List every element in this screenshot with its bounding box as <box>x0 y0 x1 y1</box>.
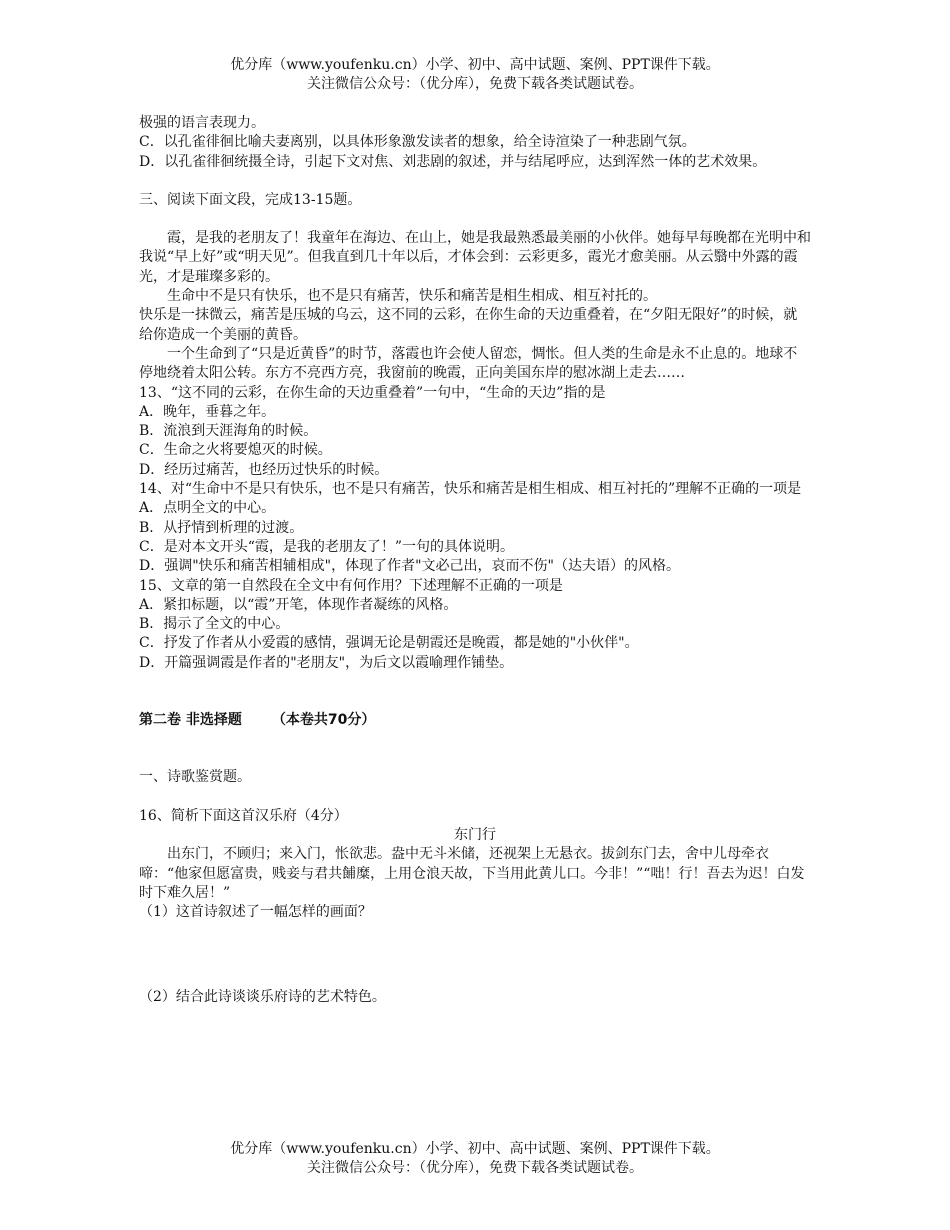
question-14 <box>139 480 811 576</box>
sub-question-2: （2）结合此诗谈谈乐府诗的艺术特色。 <box>139 989 386 1006</box>
document-body <box>139 114 811 1008</box>
part-2-title: 第二卷 非选择题 <box>139 712 242 729</box>
question-13 <box>139 384 811 480</box>
previous-question-continuation <box>139 114 811 172</box>
header-line-2: 关注微信公众号：（优分库），免费下载各类试题试卷。 <box>307 76 643 92</box>
previous-question-tail: 极强的语言表现力。 <box>139 115 265 131</box>
reading-passage <box>139 229 811 383</box>
sub-question-1: （1）这首诗叙述了一幅怎样的画面？ <box>139 904 372 921</box>
question-15-option-b: B．揭示了全文的中心。 <box>139 616 290 633</box>
option-c: C．以孔雀徘徊比喻夫妻离别，以具体形象激发读者的想象，给全诗渲染了一种悲剧气氛。 <box>139 134 696 151</box>
header-line-1: 优分库（www.youfenku.cn）小学、初中、高中试题、案例、PPT课件下载。 <box>230 57 720 73</box>
question-14-stem: 14、对“生命中不是只有快乐，也不是只有痛苦，快乐和痛苦是相生相成、相互衬托的”理解不正确的一项是 <box>139 481 802 498</box>
passage-paragraph-1: 霞，是我的老朋友了！我童年在海边、在山上，她是我最熟悉最美丽的小伙伴。她每早每晚都在光明中和我说“早上好”或“明天见”。但我直到几十年以后，才体会到：云彩更多，霞光才愈美丽。从云翳中外露的霞光，才是璀璨多彩的。 <box>139 230 811 285</box>
question-13-option-c: C．生命之火将要熄灭的时候。 <box>139 442 332 459</box>
question-13-option-b: B．流浪到天涯海角的时候。 <box>139 423 318 440</box>
question-13-option-a: A．晚年，垂暮之年。 <box>139 403 276 420</box>
section-3 <box>139 191 811 673</box>
question-14-option-d: D．强调"快乐和痛苦相辅相成"，体现了作者"文必己出，哀而不伤"（达夫语）的风格。 <box>139 558 680 575</box>
poetry-section-title: 一、诗歌鉴赏题。 <box>139 769 251 786</box>
question-16-stem: 16、简析下面这首汉乐府（4分） <box>139 807 348 824</box>
question-14-option-c: C．是对本文开头“霞，是我的老朋友了！”一句的具体说明。 <box>139 538 515 555</box>
footer-line-1: 优分库（www.youfenku.cn）小学、初中、高中试题、案例、PPT课件下载。 <box>230 1141 720 1157</box>
question-13-option-d: D．经历过痛苦，也经历过快乐的时候。 <box>139 461 389 478</box>
page-footer <box>0 1140 950 1178</box>
question-14-option-a: A．点明全文的中心。 <box>139 500 276 517</box>
question-15-stem: 15、文章的第一自然段在全文中有何作用？下述理解不正确的一项是 <box>139 577 563 594</box>
passage-paragraph-3: 快乐是一抹微云，痛苦是压城的乌云，这不同的云彩，在你生命的天边重叠着，在“夕阳无限好”的时候，就给你造成一个美丽的黄昏。 <box>139 307 798 343</box>
poem-title: 东门行 <box>454 826 496 843</box>
question-13-stem: 13、“这不同的云彩，在你生命的天边重叠着”一句中，“生命的天边”指的是 <box>139 384 606 401</box>
passage-paragraph-4: 一个生命到了“只是近黄昏”的时节，落霞也许会使人留恋，惆怅。但人类的生命是永不止息的。地球不停地绕着太阳公转。东方不亮西方亮，我窗前的晚霞，正向美国东岸的慰冰湖上走去…… <box>139 345 798 382</box>
section-3-title: 三、阅读下面文段，完成13-15题。 <box>139 191 362 208</box>
question-15 <box>139 577 811 673</box>
part-2-heading <box>139 711 811 730</box>
answer-space-1[interactable] <box>139 922 811 988</box>
footer-line-2: 关注微信公众号：（优分库），免费下载各类试题试卷。 <box>307 1160 643 1176</box>
option-d: D．以孔雀徘徊统摄全诗，引起下文对焦、刘悲剧的叙述，并与结尾呼应，达到浑然一体的艺术效果。 <box>139 153 767 170</box>
poem-text: 出东门，不顾归；来入门，怅欲悲。盎中无斗米储，还视架上无悬衣。拔剑东门去，舍中儿母牵衣啼：“他家但愿富贵，贱妾与君共餔糜，上用仓浪天故，下当用此黄儿口。今非！”“咄！行！吾去为迟！白发时下难久居！” <box>139 846 805 901</box>
passage-paragraph-2: 生命中不是只有快乐，也不是只有痛苦，快乐和痛苦是相生相成、相互衬托的。 <box>167 288 657 305</box>
poetry-section <box>139 768 811 1007</box>
page-header <box>0 56 950 94</box>
question-14-option-b: B．从抒情到析理的过渡。 <box>139 519 304 536</box>
question-15-option-d: D．开篇强调霞是作者的"老朋友"，为后文以霞喻理作铺垫。 <box>139 654 514 671</box>
question-15-option-c: C．抒发了作者从小爱霞的感情，强调无论是朝霞还是晚霞，都是她的"小伙伴"。 <box>139 635 639 652</box>
part-2-score: （本卷共70分） <box>271 712 376 729</box>
question-15-option-a: A．紧扣标题，以“霞”开笔，体现作者凝练的风格。 <box>139 596 458 613</box>
